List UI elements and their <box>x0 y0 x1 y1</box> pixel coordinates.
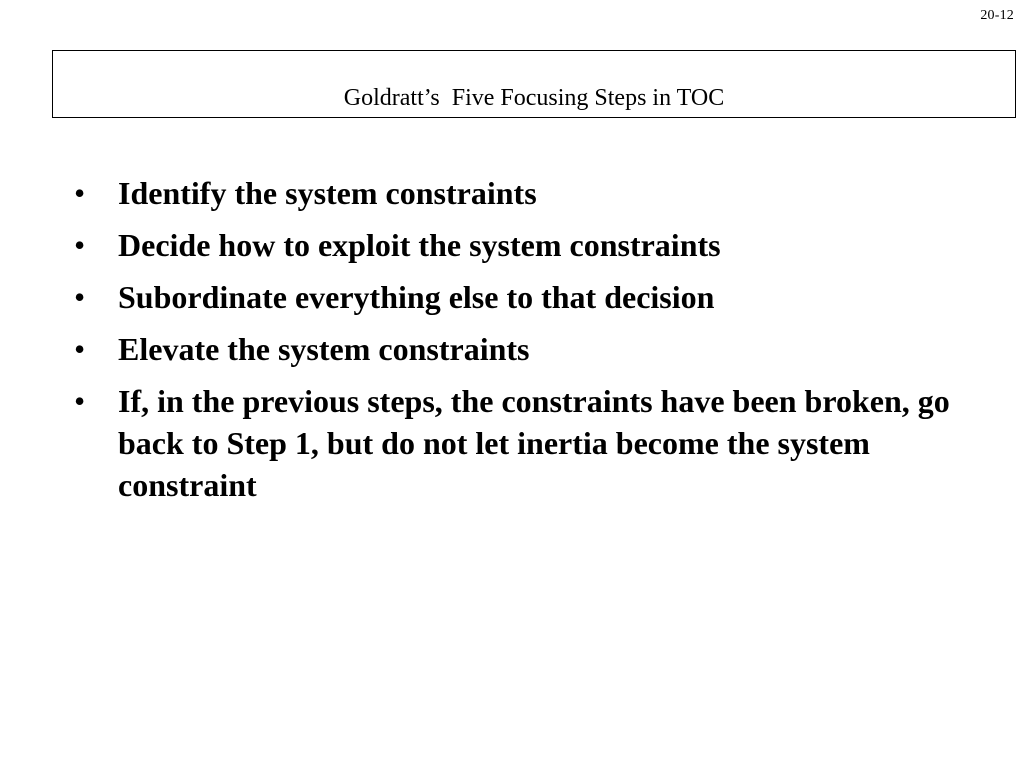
bullet-icon: • <box>74 227 86 263</box>
title-box <box>52 50 1016 118</box>
bullet-text: Decide how to exploit the system constraints <box>118 227 721 263</box>
bullet-text: Identify the system constraints <box>118 175 537 211</box>
slide-number: 20-12 <box>980 8 1014 23</box>
bullet-list <box>74 172 994 516</box>
bullet-icon: • <box>74 175 86 211</box>
list-item <box>74 328 994 370</box>
list-item <box>74 276 994 318</box>
slide-title: Goldratt’s Five Focusing Steps in TOC <box>343 85 725 111</box>
list-item <box>74 224 994 266</box>
bullet-text: Elevate the system constraints <box>118 331 530 367</box>
bullet-icon: • <box>74 331 86 367</box>
bullet-text: If, in the previous steps, the constraints have been broken, go back to Step 1, but do not let inertia become the system constraint <box>118 383 950 503</box>
bullet-icon: • <box>74 383 86 419</box>
list-item <box>74 172 994 214</box>
list-item <box>74 380 994 506</box>
bullet-icon: • <box>74 279 86 315</box>
bullet-text: Subordinate everything else to that decision <box>118 279 715 315</box>
